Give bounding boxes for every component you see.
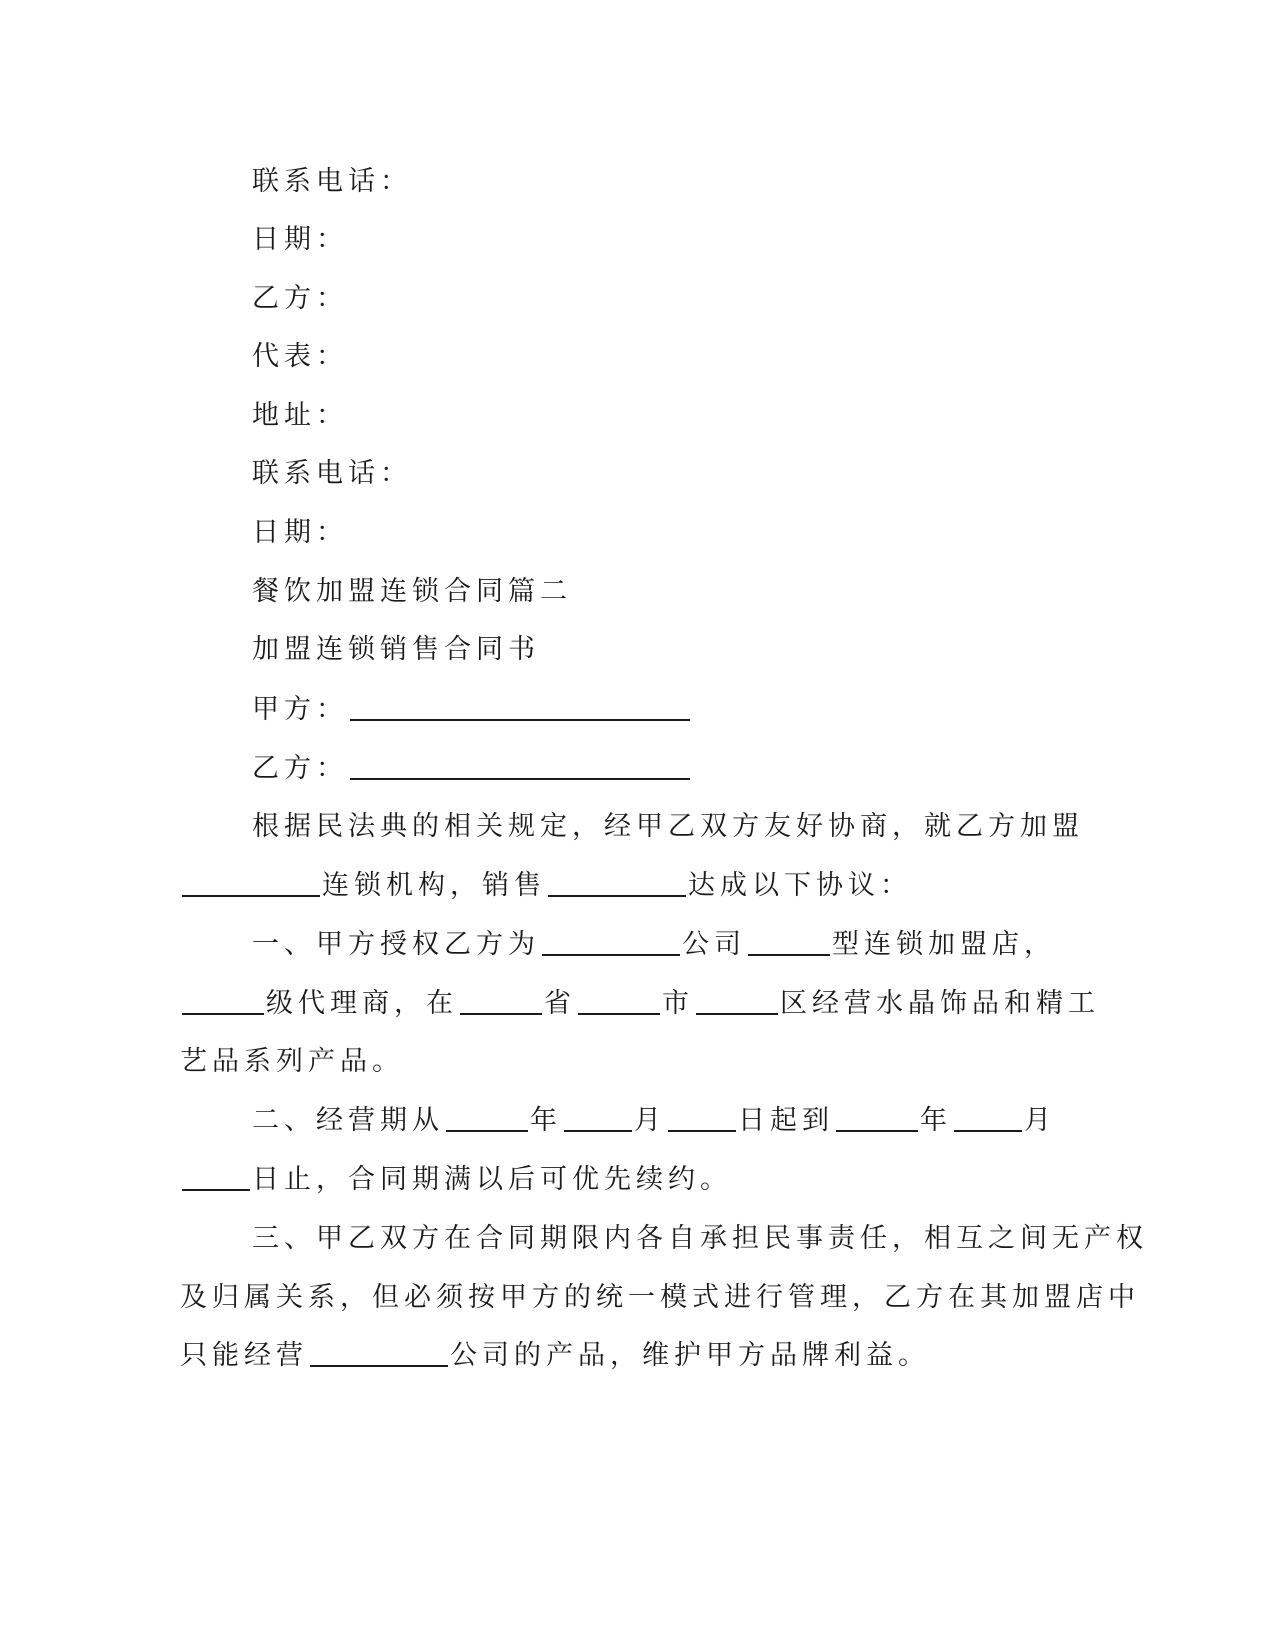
date-label: 日期：	[252, 224, 348, 255]
blank	[748, 928, 830, 956]
blank	[182, 869, 320, 897]
contact-phone-label: 联系电话：	[252, 166, 412, 197]
clause-2-line-1: 二、经营期从 年 月 日起到 年 月	[252, 1105, 1056, 1136]
blank	[668, 1104, 736, 1132]
party-a-line: 甲方：	[252, 692, 692, 728]
date-label-2: 日期：	[252, 517, 348, 548]
section-heading: 餐饮加盟连锁合同篇二	[252, 576, 572, 607]
clause-1-line-3: 艺品系列产品。	[180, 1046, 404, 1077]
blank	[446, 1104, 528, 1132]
clause-1-line-1: 一、甲方授权乙方为 公司 型连锁加盟店，	[252, 929, 1056, 960]
clause-3-line-1: 三、甲乙双方在合同期限内各自承担民事责任，相互之间无产权	[252, 1223, 1148, 1254]
blank	[548, 869, 686, 897]
address-label: 地址：	[252, 400, 348, 431]
blank	[310, 1339, 448, 1367]
preamble-line-2: 连锁机构，销售 达成以下协议：	[180, 868, 912, 904]
party-a-blank	[350, 693, 690, 721]
clause-1-line-2: 级代理商，在 省 市 区经营水晶饰品和精工	[180, 986, 1100, 1022]
contract-title: 加盟连锁销售合同书	[252, 634, 540, 665]
blank	[696, 987, 778, 1015]
party-b-blank	[350, 752, 690, 780]
blank	[460, 987, 542, 1015]
blank	[954, 1104, 1022, 1132]
blank	[836, 1104, 918, 1132]
contact-phone-label-2: 联系电话：	[252, 458, 412, 489]
preamble-line-1: 根据民法典的相关规定，经甲乙双方友好协商，就乙方加盟	[252, 811, 1084, 842]
representative-label: 代表：	[252, 341, 348, 372]
blank	[182, 987, 264, 1015]
clause-3-line-3: 只能经营 公司的产品，维护甲方品牌利益。	[180, 1340, 930, 1371]
blank	[578, 987, 660, 1015]
blank	[542, 928, 680, 956]
party-b-line: 乙方：	[252, 751, 692, 787]
blank	[182, 1163, 250, 1191]
party-b-label: 乙方：	[252, 283, 348, 314]
clause-3-line-2: 及归属关系，但必须按甲方的统一模式进行管理，乙方在其加盟店中	[180, 1282, 1140, 1313]
clause-2-line-2: 日止，合同期满以后可优先续约。	[180, 1162, 732, 1198]
blank	[564, 1104, 632, 1132]
